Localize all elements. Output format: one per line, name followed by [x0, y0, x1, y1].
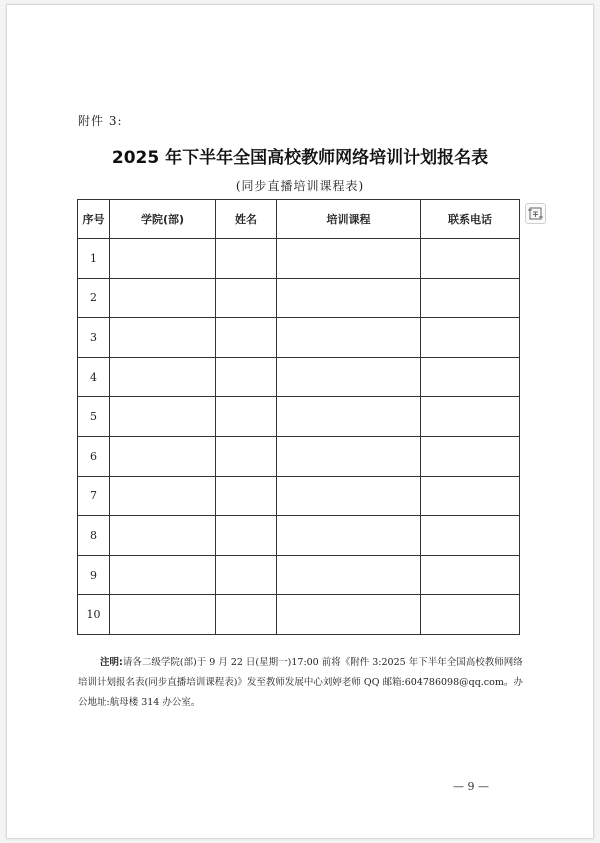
- phone-cell[interactable]: [421, 476, 520, 516]
- row-number: 9: [78, 555, 110, 595]
- table-row: [78, 239, 520, 279]
- name-cell[interactable]: [216, 239, 277, 279]
- table-row: [78, 595, 520, 635]
- header-index: 序号: [78, 200, 110, 239]
- college-cell[interactable]: [110, 516, 216, 556]
- college-cell[interactable]: [110, 318, 216, 358]
- college-cell[interactable]: [110, 436, 216, 476]
- phone-cell[interactable]: [421, 318, 520, 358]
- table-row: [78, 516, 520, 556]
- header-phone: 联系电话: [421, 200, 520, 239]
- name-cell[interactable]: [216, 397, 277, 437]
- name-cell[interactable]: [216, 595, 277, 635]
- course-cell[interactable]: [277, 239, 421, 279]
- row-number: 4: [78, 357, 110, 397]
- phone-cell[interactable]: [421, 239, 520, 279]
- page-number: — 9 —: [453, 780, 489, 793]
- registration-table: [77, 199, 520, 635]
- table-row: [78, 278, 520, 318]
- row-number: 10: [78, 595, 110, 635]
- phone-cell[interactable]: [421, 357, 520, 397]
- name-cell[interactable]: [216, 318, 277, 358]
- course-cell[interactable]: [277, 436, 421, 476]
- college-cell[interactable]: [110, 278, 216, 318]
- name-cell[interactable]: [216, 516, 277, 556]
- row-number: 1: [78, 239, 110, 279]
- college-cell[interactable]: [110, 397, 216, 437]
- row-number: 5: [78, 397, 110, 437]
- course-cell[interactable]: [277, 476, 421, 516]
- footnote-text: 请各二级学院(部)于 9 月 22 日(星期一)17:00 前将《附件 3:2025 年下半年全国高校教师网络培训计划报名表(同步直播培训课程表)》发至教师发展中心刘婷老师 QQ 邮箱:604786098@qq.com。办公地址:航母楼 314 办公室。: [78, 657, 523, 708]
- screenshot-icon[interactable]: [525, 203, 546, 224]
- table-row: [78, 555, 520, 595]
- header-name: 姓名: [216, 200, 277, 239]
- page-subtitle: (同步直播培训课程表): [235, 179, 365, 193]
- course-cell[interactable]: [277, 595, 421, 635]
- college-cell[interactable]: [110, 476, 216, 516]
- header-college: 学院(部): [110, 200, 216, 239]
- phone-cell[interactable]: [421, 436, 520, 476]
- name-cell[interactable]: [216, 357, 277, 397]
- table-row: [78, 357, 520, 397]
- phone-cell[interactable]: [421, 516, 520, 556]
- name-cell[interactable]: [216, 476, 277, 516]
- table-row: [78, 476, 520, 516]
- college-cell[interactable]: [110, 555, 216, 595]
- college-cell[interactable]: [110, 595, 216, 635]
- footnote-label: 注明:: [100, 657, 123, 668]
- phone-cell[interactable]: [421, 595, 520, 635]
- table-row: [78, 318, 520, 358]
- course-cell[interactable]: [277, 555, 421, 595]
- course-cell[interactable]: [277, 397, 421, 437]
- course-cell[interactable]: [277, 357, 421, 397]
- row-number: 6: [78, 436, 110, 476]
- table-row: [78, 436, 520, 476]
- page-title: 2025 年下半年全国高校教师网络培训计划报名表: [111, 148, 489, 168]
- row-number: 2: [78, 278, 110, 318]
- header-course: 培训课程: [277, 200, 421, 239]
- phone-cell[interactable]: [421, 278, 520, 318]
- attachment-label: 附件 3:: [78, 114, 123, 128]
- name-cell[interactable]: [216, 436, 277, 476]
- row-number: 8: [78, 516, 110, 556]
- name-cell[interactable]: [216, 555, 277, 595]
- row-number: 3: [78, 318, 110, 358]
- row-number: 7: [78, 476, 110, 516]
- name-cell[interactable]: [216, 278, 277, 318]
- course-cell[interactable]: [277, 318, 421, 358]
- college-cell[interactable]: [110, 239, 216, 279]
- screenshot-icon-glyph: [526, 204, 545, 223]
- table-header-row: [78, 200, 520, 239]
- course-cell[interactable]: [277, 516, 421, 556]
- college-cell[interactable]: [110, 357, 216, 397]
- table-row: [78, 397, 520, 437]
- course-cell[interactable]: [277, 278, 421, 318]
- phone-cell[interactable]: [421, 397, 520, 437]
- footnote: [78, 653, 524, 713]
- phone-cell[interactable]: [421, 555, 520, 595]
